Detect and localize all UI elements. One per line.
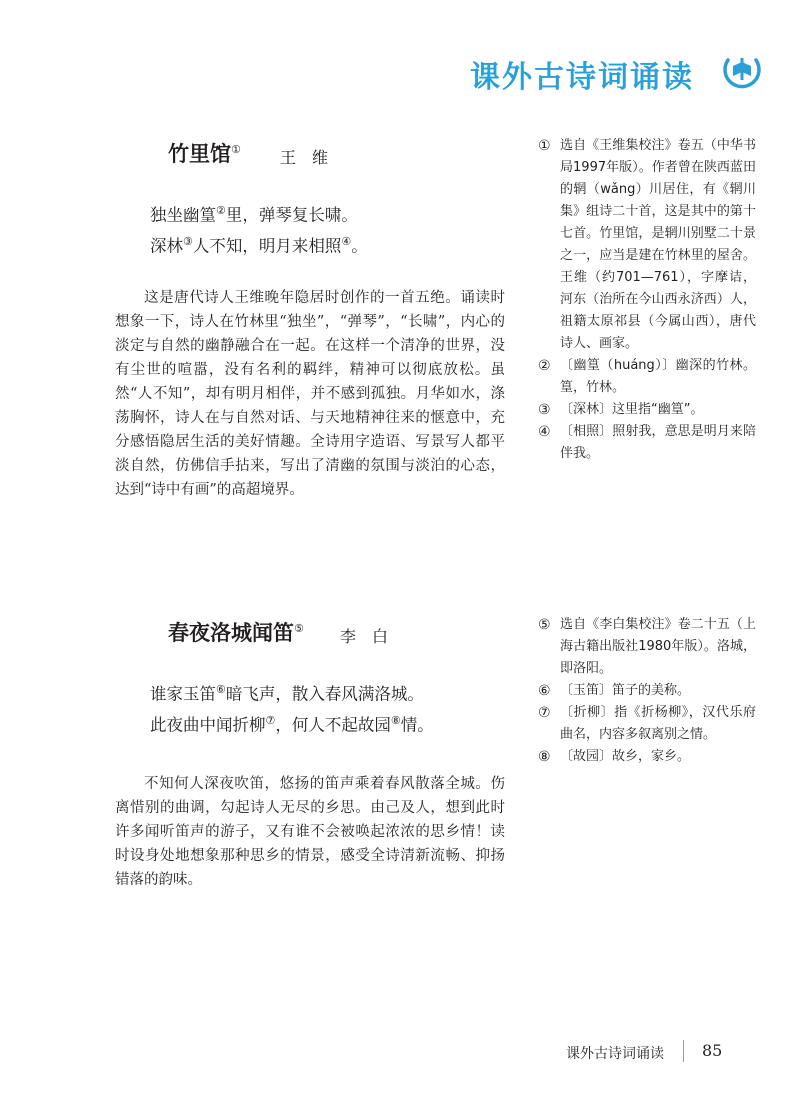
poem-line: 此夜曲中闻折柳⑦，何人不起故园⑧情。	[150, 713, 434, 734]
poem-body	[150, 677, 434, 738]
footnote: ① 选自《王维集校注》卷五（中华书局1997年版）。作者曾在陕西蓝田的辋（wǎng）川居住，有《辋川集》组诗二十首，这是其中的第十七首。竹里馆，是辋川别墅二十景之一，应当是建在竹林里的屋舍。王维（约701—761），字摩诘，河东（治所在今山西永济西）人，祖籍太原祁县（今属山西），唐代诗人、画家。	[538, 138, 756, 351]
book-emblem-icon	[722, 52, 762, 92]
footnote: ⑥ 〔玉笛〕笛子的美称。	[538, 683, 691, 699]
footnote: ⑧ 〔故园〕故乡，家乡。	[538, 749, 691, 765]
poem-line: 谁家玉笛⑥暗飞声，散入春风满洛城。	[150, 683, 424, 704]
footer-section-label: 课外古诗词诵读	[566, 1046, 664, 1062]
footnote-marker: ⑥	[216, 683, 226, 696]
poem-title: 竹里馆①	[168, 142, 241, 166]
poem-line: 独坐幽篁②里，弹琴复长啸。	[150, 204, 358, 225]
footnotes	[538, 614, 756, 768]
poem-commentary: 不知何人深夜吹笛，悠扬的笛声乘着春风散落全城。伤离惜别的曲调，勾起诗人无尽的乡思。由己及人，想到此时许多闻听笛声的游子，又有谁不会被唤起浓浓的思乡情！读时设身处地想象那种思乡的情景，感受全诗清新流畅、抑扬错落的韵味。	[115, 776, 505, 888]
poem-commentary: 这是唐代诗人王维晚年隐居时创作的一首五绝。诵读时想象一下，诗人在竹林里“独坐”，“弹琴”，“长啸”，内心的淡定与自然的幽静融合在一起。在这样一个清净的世界，没有尘世的喧嚣，没有名利的羁绊，精神可以彻底放松。虽然“人不知”，却有明月相伴，并不感到孤独。月华如水，涤荡胸怀，诗人在与自然对话、与天地精神往来的惬意中，充分感悟隐居生活的美好情趣。全诗用字造语、写景写人都平淡自然，仿佛信手拈来，写出了清幽的氛围与淡泊的心态，达到“诗中有画”的高超境界。	[115, 290, 505, 498]
footnotes	[538, 135, 756, 465]
footnote: ④ 〔相照〕照射我，意思是明月来陪伴我。	[538, 424, 756, 461]
page-number: 85	[702, 1041, 723, 1060]
poem-author: 王维	[280, 148, 345, 167]
poem-line: 深林③人不知，明月来相照④。	[150, 234, 368, 255]
footnote-marker: ⑤	[294, 622, 304, 635]
footer-divider	[683, 1040, 684, 1062]
footnote-marker: ③	[183, 234, 193, 248]
poem-title: 春夜洛城闻笛⑤	[168, 621, 304, 645]
poem-body	[150, 198, 368, 259]
footnote-marker: ⑦	[265, 713, 276, 727]
footnote: ② 〔幽篁（huáng）〕幽深的竹林。篁，竹林。	[538, 358, 756, 395]
footnote: ③ 〔深林〕这里指“幽篁”。	[538, 402, 704, 418]
footnote-marker: ④	[341, 234, 352, 248]
poem-author: 李白	[340, 627, 405, 646]
footnote: ⑤ 选自《李白集校注》卷二十五（上海古籍出版社1980年版）。洛城，即洛阳。	[538, 617, 756, 676]
section-title: 课外古诗词诵读	[470, 60, 694, 95]
footnote-marker: ②	[216, 204, 226, 217]
footnote-marker: ①	[231, 143, 241, 156]
footnote: ⑦ 〔折柳〕指《折杨柳》，汉代乐府曲名，内容多叙离别之情。	[538, 705, 756, 742]
footnote-marker: ⑧	[390, 713, 401, 727]
